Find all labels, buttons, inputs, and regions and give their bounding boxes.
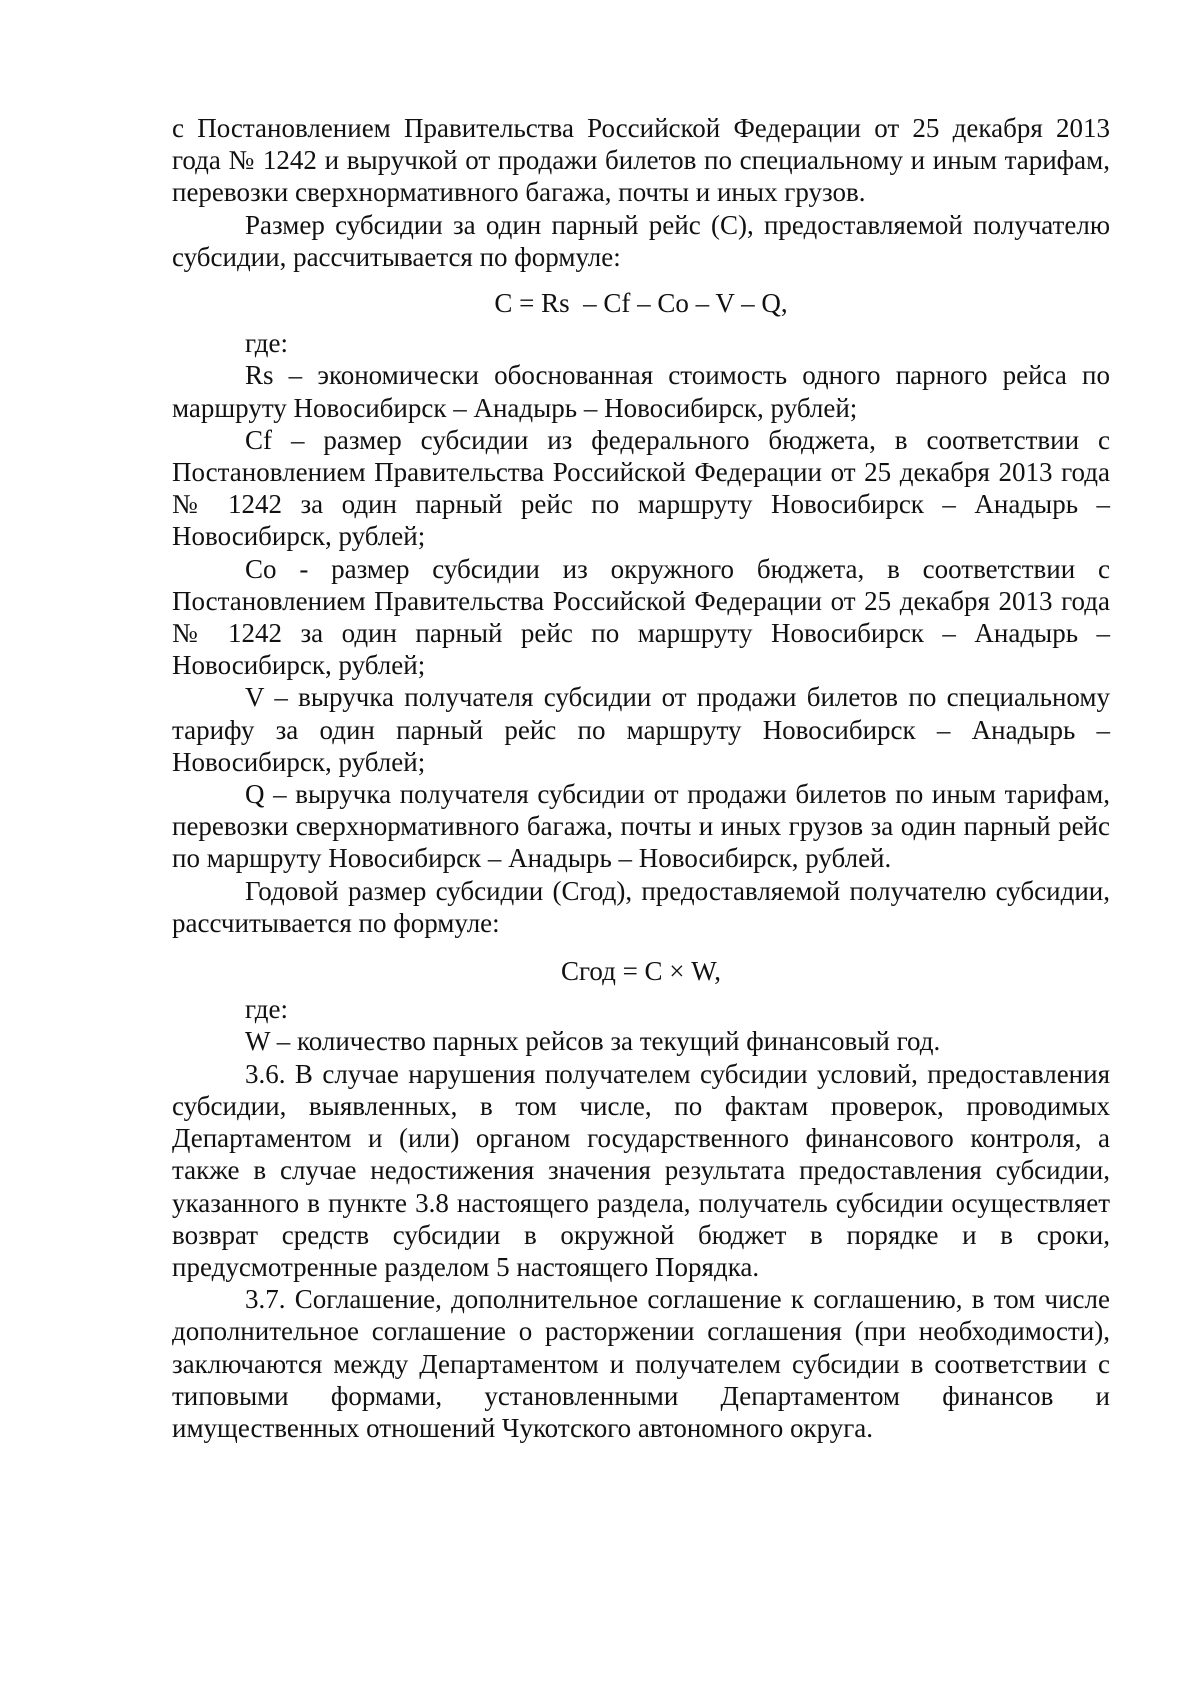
definition-rs: Rs – экономически обоснованная стоимость одного парного рейса по маршруту Новосибирск – Анадырь – Новосибирск, рублей; [172,360,1110,423]
definition-cf: Cf – размер субсидии из федерального бюджета, в соответствии с Постановлением Правительства Российской Федерации от 25 декабря 2013 года № 1242 за один парный рейс по маршруту Новосибирск – Анадырь – Новосибирск, рублей; [172,424,1110,552]
definition-v: V – выручка получателя субсидии от продажи билетов по специальному тарифу за один парный рейс по маршруту Новосибирск – Анадырь – Новосибирск, рублей; [172,682,1110,777]
paragraph-3-7: 3.7. Соглашение, дополнительное соглашение к соглашению, в том числе дополнительное соглашение о расторжении соглашения (при необходимости), заключаются между Департаментом и получателем субсидии в соответствии с типовыми формами, установленными Департаментом финансов и имущественных отношений Чукотского автономного округа. [172,1284,1110,1443]
formula-annual-subsidy: Сгод = С × W, [560,956,722,987]
formula-subsidy: С = Rs – Cf – Co – V – Q, [494,288,788,319]
document-page [172,112,1110,1444]
paragraph-annual-subsidy: Годовой размер субсидии (Сгод), предоставляемой получателю субсидии, рассчитывается по формуле: [172,875,1110,938]
where-label-1: где: [245,328,288,359]
definition-co: Co - размер субсидии из окружного бюджета, в соответствии с Постановлением Правительства Российской Федерации от 25 декабря 2013 года № 1242 за один парный рейс по маршруту Новосибирск – Анадырь – Новосибирск, рублей; [172,553,1110,681]
where-label-2: где: [245,994,288,1025]
paragraph-intro-continuation: с Постановлением Правительства Российской Федерации от 25 декабря 2013 года № 1242 и выручкой от продажи билетов по специальному и иным тарифам, перевозки сверхнормативного багажа, почты и иных грузов. [172,113,1110,208]
definition-w: W – количество парных рейсов за текущий финансовый год. [245,1026,941,1057]
definition-q: Q – выручка получателя субсидии от продажи билетов по иным тарифам, перевозки сверхнормативного багажа, почты и иных грузов за один парный рейс по маршруту Новосибирск – Анадырь – Новосибирск, рублей. [172,779,1110,874]
paragraph-3-6: 3.6. В случае нарушения получателем субсидии условий, предоставления субсидии, выявленных, в том числе, по фактам проверок, проводимых Департаментом и (или) органом государственного финансового контроля, а также в случае недостижения значения результата предоставления субсидии, указанного в пункте 3.8 настоящего раздела, получатель субсидии осуществляет возврат средств субсидии в окружной бюджет в порядке и в сроки, предусмотренные разделом 5 настоящего Порядка. [172,1058,1110,1282]
paragraph-subsidy-size: Размер субсидии за один парный рейс (С), предоставляемой получателю субсидии, рассчитывается по формуле: [172,209,1110,272]
